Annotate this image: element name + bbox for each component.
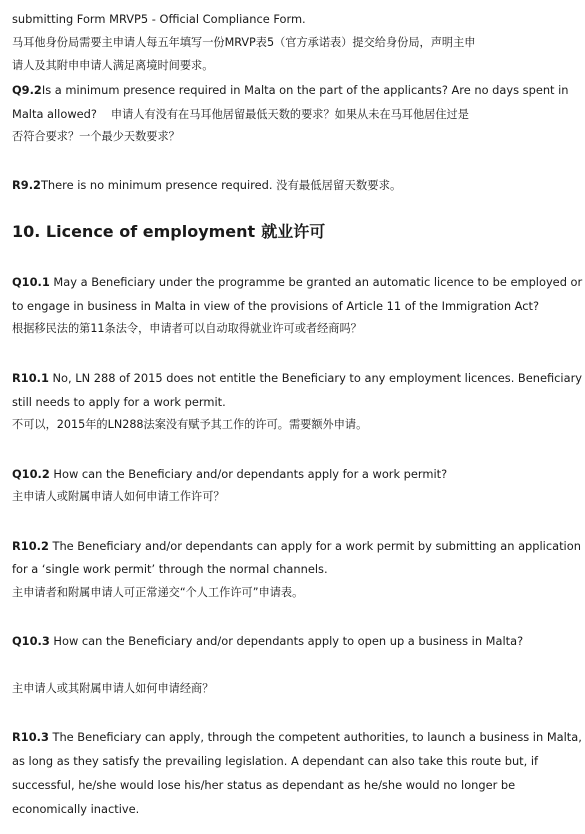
- question-9-2-line2: [12, 106, 469, 123]
- question-text: Is a minimum presence required in Malta on the part of the applicants? Are no days spent in: [41, 83, 569, 97]
- answer-text: for a ‘single work permit’ through the normal channels.: [12, 562, 328, 576]
- question-10-1-line2: [12, 298, 539, 314]
- question-label: Q10.2: [12, 467, 50, 481]
- answer-10-3-line3: [12, 777, 515, 793]
- answer-text: successful, he/she would lose his/her status as dependant as he/she would no longer be: [12, 778, 516, 792]
- question-text: to engage in business in Malta in view of the provisions of Article 11 of the Immigration Act?: [12, 299, 540, 313]
- answer-text: The Beneficiary and/or dependants can apply for a work permit by submitting an application: [48, 539, 581, 553]
- question-label: Q9.2: [12, 83, 42, 97]
- answer-text: economically inactive.: [12, 802, 140, 816]
- answer-10-3-line4: [12, 801, 139, 817]
- question-text-zh: 主申请人或附属申请人如何申请工作许可？: [12, 490, 225, 503]
- section-title-zh: 就业许可: [261, 222, 326, 241]
- answer-text: There is no minimum presence required. 没有最低居留天数要求。: [40, 178, 402, 192]
- question-text: How can the Beneficiary and/or dependants apply for a work permit?: [49, 467, 448, 481]
- section-heading: [12, 221, 325, 243]
- answer-text: No, LN 288 of 2015 does not entitle the Beneficiary to any employment licences. Beneficiary: [48, 371, 582, 385]
- answer-text-zh: 主申请者和附属申请人可正常递交“个人工作许可”申请表。: [12, 586, 304, 599]
- question-text-zh: 主申请人或其附属申请人如何申请经商？: [12, 682, 214, 695]
- question-10-1: [12, 274, 582, 290]
- question-label: Q10.1: [12, 275, 50, 289]
- answer-text-zh: 不可以，2015年的LN288法案没有赋予其工作的许可。需要额外申请。: [12, 418, 368, 431]
- answer-label: R10.2: [12, 539, 49, 553]
- question-text-zh: 否符合要求？一个最少天数要求？: [12, 130, 180, 143]
- paragraph-line-zh: [12, 35, 475, 51]
- answer-text: as long as they satisfy the prevailing legislation. A dependant can also take this route but, if: [12, 754, 539, 768]
- answer-9-2: [12, 177, 401, 193]
- question-text-zh: 根据移民法的第11条法令，申请者可以自动取得就业许可或者经商吗？: [12, 322, 362, 335]
- answer-text: still needs to apply for a work permit.: [12, 395, 226, 409]
- line-text: 马耳他身份局需要主申请人每五年填写一份MRVP表5（官方承诺表）提交给身份局，声明主申: [12, 36, 476, 49]
- answer-10-3-line2: [12, 753, 538, 769]
- question-10-2-zh: [12, 489, 225, 505]
- question-9-2: [12, 82, 569, 98]
- answer-label: R9.2: [12, 178, 41, 192]
- question-text: Malta allowed?: [12, 107, 97, 121]
- answer-10-1: [12, 370, 582, 386]
- question-text: How can the Beneficiary and/or dependants apply to open up a business in Malta?: [49, 634, 524, 648]
- question-text: May a Beneficiary under the programme be granted an automatic licence to be employed or: [49, 275, 583, 289]
- question-10-3-zh: [12, 681, 213, 697]
- paragraph-line: [12, 11, 306, 27]
- answer-label: R10.3: [12, 730, 49, 744]
- question-text-zh: 申请人有没有在马耳他居留最低天数的要求？如果从未在马耳他居住过是: [110, 108, 469, 121]
- line-text: 请人及其附申申请人满足离境时间要求。: [12, 59, 214, 72]
- question-10-2: [12, 466, 447, 482]
- question-10-1-zh: [12, 321, 362, 337]
- question-10-3: [12, 633, 523, 649]
- answer-10-1-line2: [12, 394, 226, 410]
- answer-10-2-zh: [12, 585, 303, 601]
- answer-10-2-line2: [12, 561, 328, 577]
- answer-10-2: [12, 538, 581, 554]
- answer-10-3: [12, 729, 582, 745]
- answer-label: R10.1: [12, 371, 49, 385]
- question-label: Q10.3: [12, 634, 50, 648]
- answer-10-1-zh: [12, 417, 367, 433]
- answer-text: The Beneficiary can apply, through the competent authorities, to launch a business in Malta,: [48, 730, 582, 744]
- question-9-2-line3: [12, 129, 180, 145]
- section-title: 10. Licence of employment: [12, 222, 256, 241]
- line-text: submitting Form MRVP5 - Official Compliance Form.: [12, 12, 306, 26]
- paragraph-line-zh: [12, 58, 213, 74]
